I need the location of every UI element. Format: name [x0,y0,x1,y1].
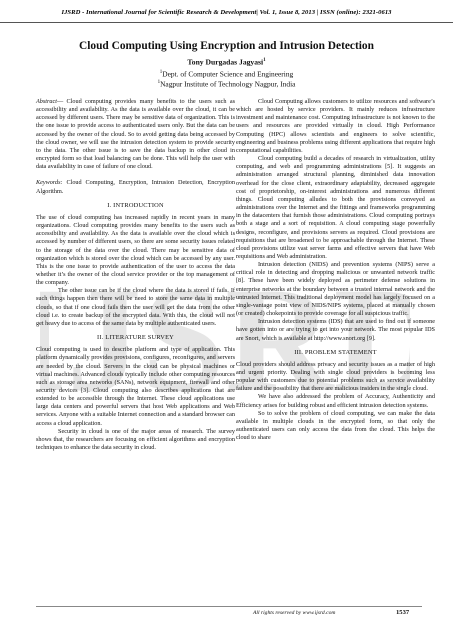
watermark-text: JSRD [66,257,410,423]
abstract-text: — Cloud computing provides many benefits to the users such as accessibility and availability. As the data is available over the cloud, it can be accessed by different users. There may be sensitive data of organization. This is the one issue to provide access to authenticated users only. But the data can be accessed by the owner of the cloud. So to avoid getting data being accessed by the cloud owner, we will use the intrusion detection system to provide security to the data. The other issue is to save the data backup in other cloud in encrypted form so that load balancing can be done. This will help the user with data availability in case of failure of one cloud. [36,98,235,171]
author-name [0,56,453,68]
keywords-text: Cloud Computing, Encryption, Intrusion Detection, Encryption Algorithm. [36,179,235,195]
section-heading-introduction: I. INTRODUCTION [107,201,164,209]
intro-paragraph-1: The use of cloud computing has increased rapidly in recent years in many organizations. Cloud computing provides many benefits to the users such as accessibility and availability. As the data is available over the cloud which is accessed by number of different users, so there are some security issues related to the storage of the data over the cloud. There may be sensitive data of organization which is stored over the cloud which can be accessed by any user. This is the one issue to provide authentication of the user to access the data whether it’s the owner of the cloud service provider or the top management of the company. [36,213,235,287]
problem-paragraph-1: Cloud providers should address privacy and security issues as a matter of high and urgent priority. Dealing with single cloud providers is becoming less popular with customers due to potential problems such as service availability failure and the possibility that there are malicious insiders in the single cloud. [236,360,435,393]
author-name-text: Tony Durgadas Jagyasi [187,57,264,67]
paper-title: Cloud Computing Using Encryption and Intrusion Detection [79,40,374,52]
right-column [236,98,435,442]
problem-paragraph-2: We have also addressed the problem of Accuracy, Authenticity and Efficiency arises for building robust and efficient intrusion detection systems. [236,393,435,409]
journal-header: IJSRD - International Journal for Scientific Research & Development| Vol. 1, Issue 8, 2013 | ISSN (online): 2321-0613 [61,9,392,16]
literature-paragraph-2: Security in cloud is one of the major areas of research. The survey shows that, the researchers are focusing on efficient algorithms and encryption techniques to enhance the data security in cloud. [36,427,235,452]
footer-rights: All rights reserved by www.ijsrd.com [253,610,336,616]
abstract [36,98,235,171]
keywords-label: Keywords: [36,179,63,187]
right-paragraph-2: Cloud computing build a decades of research in virtualization, utility computing, and web and programming administrations [5]. It suggests an administration arranged structural planning, diminished data innovation overhead for the close client, extraordinary adaptability, decreased aggregate cost of proprietorship, on-interest administrations and numerous different things. Cloud computing alludes to both the provisions conveyed as administrations over the Internet and the fittings and frameworks programming in the datacenters that furnish those administrations. Cloud computing portrays both a stage and a sort of requisition. A cloud computing stage powerfully designs, reconfigure, and provisions servers as required. Cloud provisions are requisitions that are broadened to be approachable through the Internet. These cloud provisions utilize vast server farms and effective servers that have Web requisitions and Web administration. [236,155,435,260]
right-paragraph-4: Intrusion detection systems (IDS) that are used to find out if someone have gotten into or are trying to get into your network. The most popular IDS are Snort, which is available at http://www.snort.org [9]. [236,318,435,342]
affiliation-institute: Nagpur Institute of Technology Nagpur, India [160,79,296,89]
page-number: 1537 [396,609,410,616]
right-paragraph-3: Intrusion detection (NIDS) and prevention systems (NIPS) serve a critical role in detecting and dropping malicious or unwanted network traffic [8]. These have been widely deployed as perimeter defense solutions in enterprise networks at the boundary between a trusted internal network and the untrusted Internet. This traditional deployment model has largely focused on a single-vantage point view of NIDS/NIPS systems, placed at manually chosen (or created) chokepoints to provide coverage for all suspicious traffic. [236,261,435,318]
right-paragraph-1: Cloud Computing allows customers to utilize resources and software’s which are hosted by service providers. It mainly reduces infrastructure investment and maintenance cost. Computing infrastructure is not known to the users and resources are provided virtually in cloud. High Performance Computing (HPC) allows scientists and engineers to solve scientific, engineering and business problems using different applications that require high computational capabilities. [236,98,435,154]
literature-paragraph-1: Cloud computing is used to describe platform and type of application. This platform dynamically provides provisions, configures, reconfigures, and servers are needed by the cloud. Servers in the cloud can be physical machines or virtual machines. Advanced clouds typically include other computing resources such as storage area networks (SANs), network equipment, firewall and other security devices [3]. Cloud computing also describes applications that are extended to be accessible through the Internet. These cloud applications use large data centers and powerful servers that host Web applications and Web services. Anyone with a suitable Internet connection and a standard browser can access a cloud application. [36,346,235,427]
abstract-label: Abstract [36,98,57,105]
left-column [36,98,235,452]
affiliation-dept: Dept. of Computer Science and Engineering [162,69,294,79]
keywords [36,179,235,195]
affiliation-line-2 [0,78,453,89]
affiliation-superscript-2: 1 [157,80,161,85]
author-superscript: 1 [263,58,266,63]
affiliation-superscript-1: 1 [159,70,163,75]
intro-paragraph-2: The other issue can be if the cloud where the data is stored if fails. If such things happen then there will be need to store the same data in multiple clouds, so that if one cloud fails then the user will get the data from the other cloud i.e. to create backup of the encrypted data. With this, the cloud will not get heavy due to access of the same data by multiple authenticated users. [36,287,235,327]
problem-paragraph-3: So to solve the problem of cloud computing, we can make the data available in multiple clouds in the encrypted form, so that only the authenticated users can only access the data from the cloud. This helps the cloud to share [236,409,435,442]
footer-rule [36,606,422,607]
header-bar [0,0,453,23]
section-heading-literature-survey: II. LITERATURE SURVEY [97,334,174,342]
section-heading-problem-statement: III. PROBLEM STATEMENT [294,348,377,356]
